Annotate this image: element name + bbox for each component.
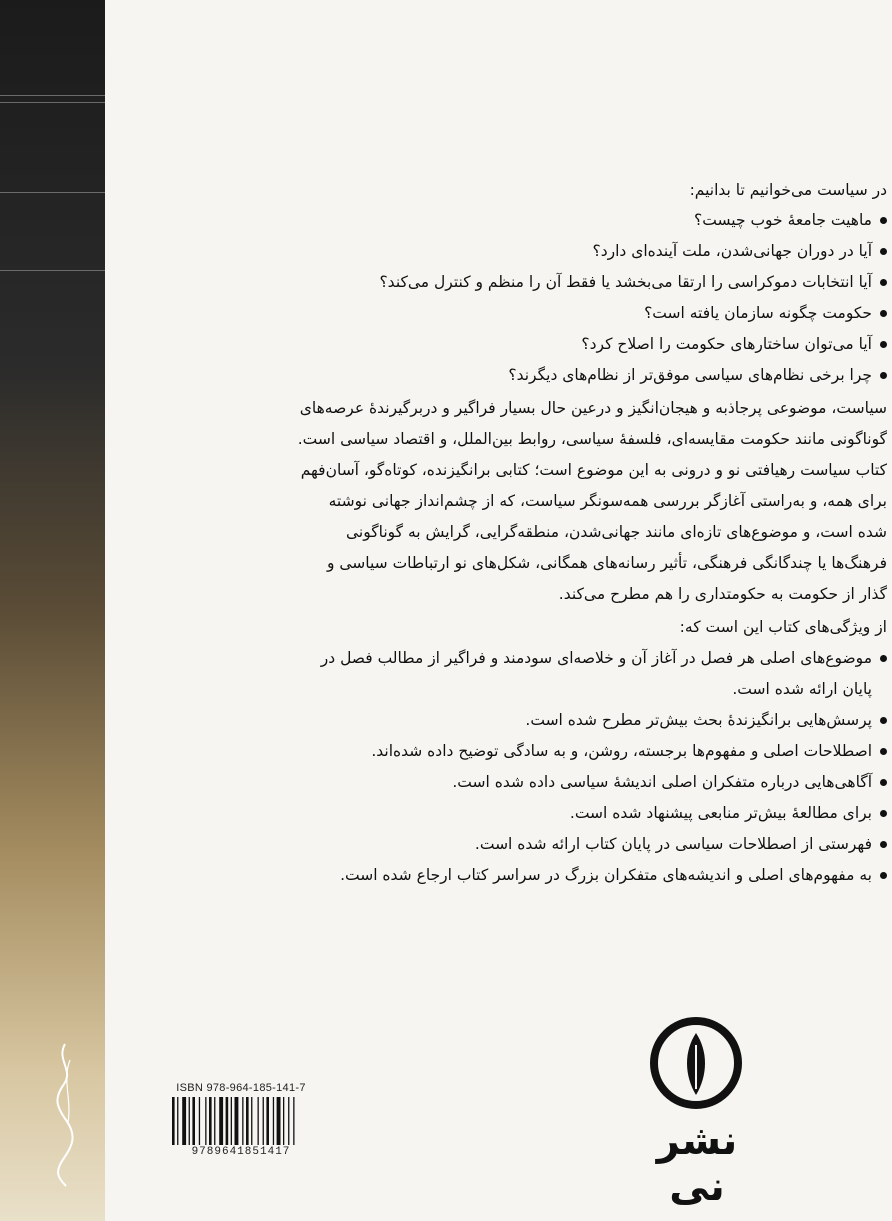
- bullet-dot: [880, 748, 887, 755]
- barcode-bar: [172, 1097, 175, 1145]
- bullet-dot: [880, 217, 887, 224]
- feature-text: اصطلاحات اصلی و مفهوم‌ها برجسته، روشن، و به سادگی توضیح داده شده‌اند.: [371, 742, 872, 760]
- barcode-bar: [205, 1097, 206, 1145]
- barcode-bar: [246, 1097, 249, 1145]
- feature-text: فهرستی از اصطلاحات سیاسی در پایان کتاب ارائه شده است.: [474, 835, 872, 853]
- barcode-bar: [226, 1097, 229, 1145]
- paragraph-line: گوناگونی مانند حکومت مقایسه‌ای، فلسفهٔ سیاسی، روابط بین‌الملل، و اقتصاد سیاسی است.: [297, 430, 887, 448]
- barcode-bar: [219, 1097, 223, 1145]
- question-list: [205, 205, 887, 391]
- barcode-bar: [277, 1097, 281, 1145]
- barcode-bar: [209, 1097, 212, 1145]
- question-text: آیا می‌توان ساختارهای حکومت را اصلاح کرد؟: [581, 335, 872, 353]
- feature-text: به مفهوم‌های اصلی و اندیشه‌های متفکران بزرگ در سراسر کتاب ارجاع شده است.: [340, 866, 872, 884]
- book-spine: [0, 0, 105, 1221]
- barcode-bar: [177, 1097, 178, 1145]
- bullet-dot: [880, 310, 887, 317]
- bullet-dot: [880, 841, 887, 848]
- feature-item: [205, 798, 887, 829]
- bullet-dot: [880, 810, 887, 817]
- feature-item: [205, 829, 887, 860]
- question-text: آیا در دوران جهانی‌شدن، ملت آینده‌ای دارد؟: [592, 242, 872, 260]
- barcode-bar: [189, 1097, 190, 1145]
- barcode-bar: [293, 1097, 294, 1145]
- feature-text: پرسش‌هایی برانگیزندهٔ بحث بیش‌تر مطرح شده است.: [525, 711, 872, 729]
- features-intro: از ویژگی‌های کتاب این است که:: [679, 618, 887, 636]
- question-item: [205, 205, 887, 236]
- feature-text: برای مطالعهٔ بیش‌تر منابعی پیشنهاد شده است.: [569, 804, 872, 822]
- question-text: چرا برخی نظام‌های سیاسی موفق‌تر از نظام‌های دیگرند؟: [508, 366, 872, 384]
- barcode-bar: [182, 1097, 186, 1145]
- paragraph-line: فرهنگ‌ها یا چندگانگی فرهنگی، تأثیر رسانه‌های همگانی، شکل‌های نو ارتباطات سیاسی و: [326, 554, 887, 572]
- barcode-bar: [199, 1097, 200, 1145]
- feature-list: [205, 643, 887, 891]
- feature-item: [205, 736, 887, 767]
- bullet-dot: [880, 279, 887, 286]
- publisher-name: نشر نی: [656, 1118, 738, 1210]
- feature-text: پایان ارائه شده است.: [732, 680, 872, 698]
- intro-line: در سیاست می‌خوانیم تا بدانیم:: [689, 181, 887, 199]
- spine-rule: [0, 102, 105, 103]
- bullet-dot: [880, 717, 887, 724]
- description-paragraph: [205, 393, 887, 610]
- bullet-dot: [880, 872, 887, 879]
- bullet-dot: [880, 655, 887, 662]
- spine-signature-graphic: [52, 1040, 78, 1190]
- question-item: [205, 298, 887, 329]
- barcode-icon: [170, 1097, 312, 1145]
- bullet-dot: [880, 248, 887, 255]
- bullet-dot: [880, 779, 887, 786]
- bullet-dot: [880, 341, 887, 348]
- barcode-bar: [214, 1097, 215, 1145]
- paragraph-line: برای همه، و به‌راستی آغازگر بررسی همه‌سونگر سیاست، که از چشم‌انداز جهانی نوشته: [328, 492, 887, 510]
- barcode-bar: [288, 1097, 289, 1145]
- isbn-barcode-block: [170, 1082, 312, 1158]
- barcode-bar: [258, 1097, 259, 1145]
- feature-text: موضوع‌های اصلی هر فصل در آغاز آن و خلاصه‌ای سودمند و فراگیر از مطالب فصل در: [320, 649, 872, 667]
- question-item: [205, 329, 887, 360]
- question-text: حکومت چگونه سازمان یافته است؟: [644, 304, 872, 322]
- barcode-bar: [242, 1097, 243, 1145]
- barcode-bar: [231, 1097, 232, 1145]
- spine-rule: [0, 95, 105, 96]
- barcode-bar: [266, 1097, 269, 1145]
- feature-item: [205, 767, 887, 798]
- barcode-bar: [251, 1097, 252, 1145]
- barcode-bar: [263, 1097, 264, 1145]
- question-text: آیا انتخابات دموکراسی را ارتقا می‌بخشد یا فقط آن را منظم و کنترل می‌کند؟: [379, 273, 872, 291]
- back-cover-text: [205, 178, 887, 891]
- question-text: ماهیت جامعهٔ خوب چیست؟: [694, 211, 872, 229]
- isbn-label: ISBN 978-964-185-141-7: [176, 1082, 306, 1094]
- barcode-bar: [273, 1097, 274, 1145]
- feature-item: [205, 705, 887, 736]
- barcode-bar: [283, 1097, 284, 1145]
- barcode-bar: [192, 1097, 195, 1145]
- paragraph-line: شده است، و موضوع‌های تازه‌ای مانند جهانی‌شدن، منطقه‌گرایی، گرایش به گوناگونی: [346, 523, 887, 541]
- bullet-dot: [880, 372, 887, 379]
- question-item: [205, 360, 887, 391]
- feature-item: [205, 643, 887, 705]
- question-item: [205, 267, 887, 298]
- paragraph-line: سیاست، موضوعی پرجاذبه و هیجان‌انگیز و درعین حال بسیار فراگیر و دربرگیرندهٔ عرصه‌های: [299, 399, 887, 417]
- feature-text: آگاهی‌هایی درباره متفکران اصلی اندیشهٔ سیاسی داده شده است.: [452, 773, 872, 791]
- barcode-number: 9789641851417: [191, 1146, 291, 1158]
- spine-rule: [0, 270, 105, 271]
- barcode-bar: [235, 1097, 239, 1145]
- spine-rule: [0, 192, 105, 193]
- paragraph-line: کتاب سیاست رهیافتی نو و درونی به این موضوع است؛ کتابی برانگیزنده، کوتاه‌گو، آسان‌فهم: [300, 461, 887, 479]
- publisher-logo-icon: [648, 1015, 744, 1111]
- feature-item: [205, 860, 887, 891]
- paragraph-line: گذار از حکومت به حکومتداری را هم مطرح می‌کند.: [558, 585, 887, 603]
- question-item: [205, 236, 887, 267]
